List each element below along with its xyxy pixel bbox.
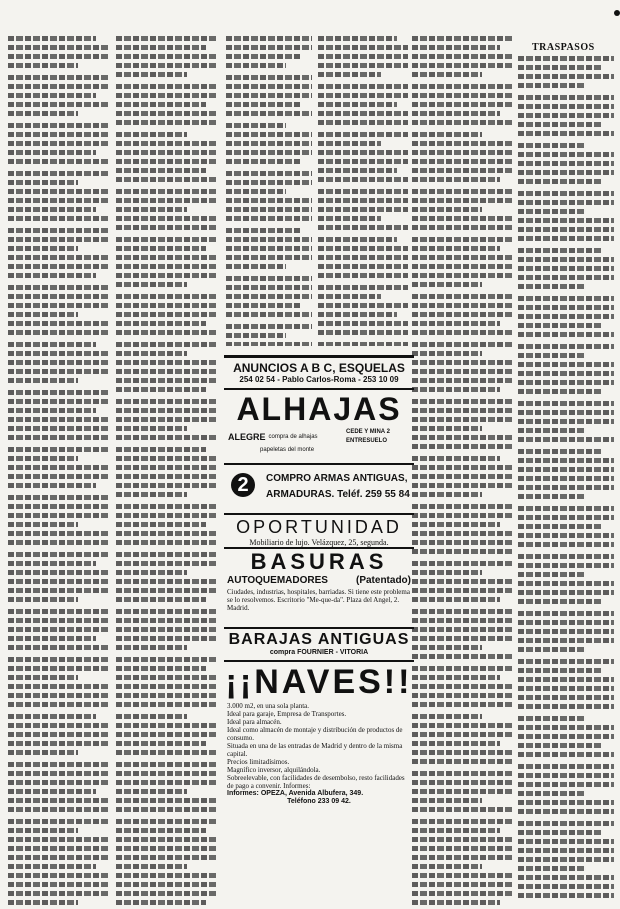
- ad-alhajas-body: compra de alhajas: [268, 433, 318, 440]
- ad-escuelas: [224, 355, 414, 388]
- ad-barajas-subtitle: compra FOURNIER - VITORIA: [269, 649, 369, 656]
- ad-basuras: [224, 547, 414, 627]
- ad-alhajas: [224, 388, 414, 460]
- ad-barajas-title: BARAJAS ANTIGUAS: [228, 631, 410, 648]
- column-5: [412, 36, 512, 909]
- column-1: [8, 36, 108, 909]
- ad-naves-item: Ideal para almacén.: [227, 718, 282, 726]
- ad-naves-item: Magnífico inversor, alquilándola.: [227, 766, 321, 774]
- ad-naves-item: Ideal como almacén de montaje y distribución de productos de consumo.: [227, 726, 403, 742]
- ad-alhajas-side2: papeletas del monte: [260, 447, 315, 453]
- ad-oportunidad-title: OPORTUNIDAD: [236, 517, 402, 537]
- ad-naves-phone: Teléfono 233 09 42.: [287, 798, 351, 805]
- ad-basuras-body: Ciudades, industrias, hospitales, barriadas. Si tiene este problema se lo resolvemos. Escritorio "Me-que-da". Plaza del Angel, 2. Madrid.: [227, 588, 410, 612]
- ad-escuelas-subline: 254 02 54 - Pablo Carlos-Roma - 253 10 09: [239, 375, 399, 384]
- ad-naves-contact: Informes: OPEZA, Avenida Albufera, 349.: [227, 790, 364, 797]
- ad-armas-line1: COMPRO ARMAS ANTIGUAS,: [266, 473, 408, 484]
- ad-barajas: [224, 627, 414, 659]
- ad-oportunidad: [224, 513, 414, 545]
- ad-basuras-subtitle: AUTOQUEMADORES: [227, 575, 328, 586]
- ad-naves-item: Precios limitadísimos.: [227, 758, 290, 766]
- column-2: [116, 36, 218, 909]
- ad-armas-badge: 2: [231, 473, 255, 497]
- ad-armas-line2: ARMADURAS. Teléf. 259 55 84: [266, 489, 410, 500]
- ad-naves-item: 3.000 m2, en una sola planta.: [227, 702, 310, 710]
- ad-oportunidad-body: Mobiliario de lujo. Velázquez, 25, segunda.: [249, 538, 389, 547]
- ad-basuras-patent: (Patentado): [356, 575, 411, 586]
- ad-naves: [224, 660, 414, 852]
- display-ads: [224, 355, 414, 855]
- ad-naves-title: ¡¡NAVES!!: [225, 663, 413, 701]
- ad-alhajas-side: CEDE Y MINA 2 ENTRESUELO: [346, 429, 390, 444]
- ad-alhajas-alegre: ALEGRE: [228, 432, 266, 442]
- column-6: [518, 56, 614, 902]
- ad-naves-item: Situada en una de las entradas de Madrid y dentro de la misma capital.: [227, 742, 403, 758]
- ad-naves-item: Ideal para garaje, Empresa de Transportes.: [227, 710, 347, 718]
- ad-alhajas-title: ALHAJAS: [236, 391, 402, 427]
- column-4: [318, 36, 408, 346]
- ad-basuras-title: BASURAS: [250, 549, 388, 574]
- corner-dot: [614, 10, 620, 16]
- ad-escuelas-headline: ANUNCIOS A B C, ESQUELAS: [233, 361, 405, 375]
- ad-armas: [224, 463, 414, 513]
- section-header: TRASPASOS: [532, 42, 595, 53]
- ad-naves-item: Sobreelevable, con facilidades de desembolso, resto facilidades de pago a convenir. Informes:: [227, 774, 405, 790]
- column-3: [226, 36, 312, 346]
